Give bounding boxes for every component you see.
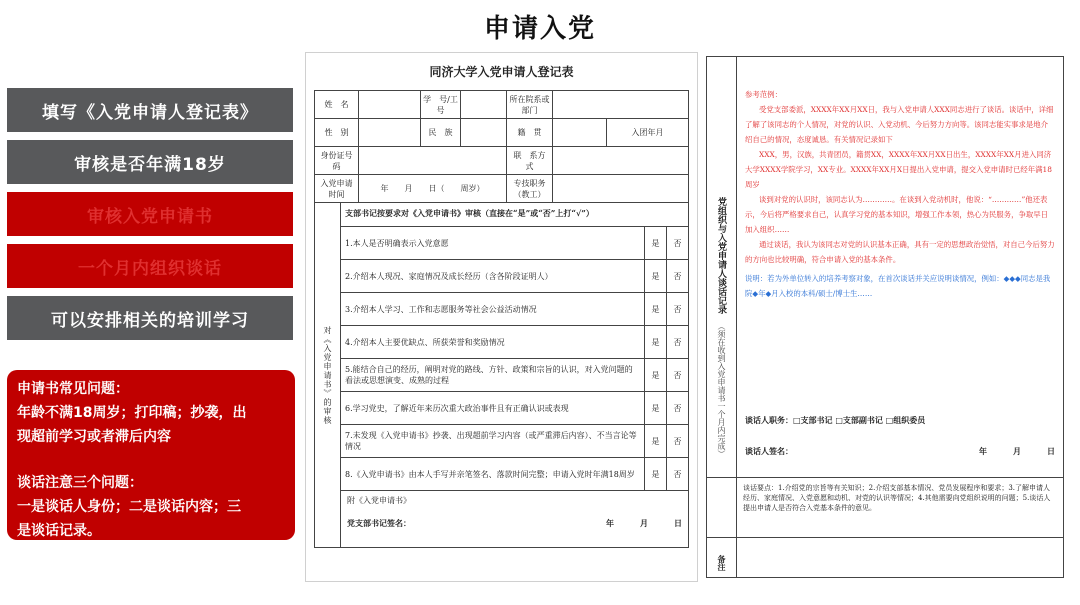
yes-box: 是 [644,458,666,490]
field-name [359,91,421,119]
form-title: 同济大学入党申请人登记表 [429,65,574,79]
step-review-application: 审核入党申请书 [7,192,293,236]
remark-field [737,537,1063,577]
interview-record-form [706,56,1064,578]
field-position [553,175,689,203]
step-fill-form: 填写《入党申请人登记表》 [7,88,293,132]
criterion-row [341,293,688,326]
no-box: 否 [666,326,688,358]
field-ethnicity [461,119,507,147]
note-line: 是谈话记录。 [17,523,101,539]
explanation-note: 说明：若为外单位转入的培养考察对象，在首次谈话并关应说明谈情况，例如：◆◆◆同志是我院◆年◆月入校的本科/硕士/博士生…… [745,274,1051,298]
remark-label: 备注 [717,555,726,571]
field-contact [553,147,689,175]
no-box: 否 [666,425,688,457]
criterion-row [341,458,688,491]
no-box: 否 [666,293,688,325]
signature-label: 党支部书记签名： [347,518,411,528]
review-header: 支部书记按要求对《入党申请书》审核（直接在“是”或“否”上打“√”） [341,203,688,227]
review-side-label: 对《入党申请书》的审核 [315,203,341,547]
label-league-date: 入团年月 [607,119,689,147]
criterion-row [341,359,688,392]
label-apply-time: 入党申请时间 [315,175,359,203]
field-student-id [461,91,507,119]
field-gender [359,119,421,147]
interviewer-role: 谈话人职务：□支部书记 □支部副书记 □组织委员 [745,415,926,425]
example-paragraph: 谈到对党的认识时，该同志认为…………。在谈到入党动机时，他说：“…………”他还表示，今后将严格要求自己，认真学习党的基本知识，增强工作本领，热心为民服务，争取早日加入组织…… [745,195,1049,234]
criterion-text: 6.学习党史，了解近年来历次重大政治事件且有正确认识或表现 [345,403,569,413]
yes-box: 是 [644,227,666,259]
interview-key-points: 谈话要点：1.介绍党的宗旨等有关知识；2.介绍支部基本情况、党员发展程序和要求；3.了解申请人经历、家庭情况、入党意愿和动机、对党的认识等情况；4.其他需要向党组织说明的问题；5.谈话人提出申请人是否符合入党基本条件的意见。 [737,477,1063,537]
criterion-text: 8.《入党申请书》由本人手写并亲笔签名、落款时间完整；申请入党时年满18周岁 [345,469,635,479]
field-dept [553,91,689,119]
field-id-number [359,147,507,175]
no-box: 否 [666,359,688,391]
label-dept: 所在院系或部门 [507,91,553,119]
label-ethnicity: 民 族 [421,119,461,147]
step-check-age: 审核是否年满18岁 [7,140,293,184]
field-origin [553,119,607,147]
criterion-row [341,260,688,293]
criterion-row [341,425,688,458]
no-box: 否 [666,458,688,490]
label-position: 专技职务（教工） [507,175,553,203]
criterion-text: 3.介绍本人学习、工作和志愿服务等社会公益活动情况 [345,304,537,314]
yes-box: 是 [644,293,666,325]
day-label: 日 [674,518,682,528]
review-section [314,203,689,548]
example-paragraph: 受党支部委派，XXXX年XX月XX日，我与入党申请人XXX同志进行了谈话。谈话中，详细了解了该同志的个人情况，对党的认识、入党动机、今后努力方向等。该同志能实事求是地介绍自己的情况，态度诚恳。有关情况记录如下 [745,105,1054,144]
criterion-text: 1.本人是否明确表示入党意愿 [345,238,449,248]
no-box: 否 [666,227,688,259]
label-student-id: 学 号/工 号 [421,91,461,119]
criterion-text: 4.介绍本人主要优缺点、所获荣誉和奖励情况 [345,337,505,347]
year-label: 年 [606,518,614,528]
attachment-note: 附《入党申请书》 [347,496,411,505]
record-side-label: 党组织与入党申请人谈话记录 [716,197,726,314]
criterion-row [341,326,688,359]
criterion-row [341,227,688,260]
record-body [737,57,1063,477]
label-origin: 籍 贯 [507,119,553,147]
criterion-text: 5.能结合自己的经历，阐明对党的路线、方针、政策和宗旨的认识，对入党问题的看法或思想演变、成熟的过程 [345,365,633,385]
yes-box: 是 [644,260,666,292]
notes-box [7,370,295,540]
example-paragraph: XXX，男，汉族，共青团员，籍贯XX，XXXX年XX月XX日出生，XXXX年XX月进入同济大学XXXX学院学习，XX专业。XXXX年XX月X日提出入党申请，提交入党申请时已经年满18周岁 [745,150,1052,189]
criterion-text: 2.介绍本人现况、家庭情况及成长经历（含各阶段证明人） [345,271,553,281]
note-heading-problems: 申请书常见问题： [17,381,129,397]
record-side-note: （须在收到入党申请书一个月内完成） [717,322,726,458]
step-interview: 一个月内组织谈话 [7,244,293,288]
yes-box: 是 [644,326,666,358]
note-line: 现超前学习或者滞后内容 [17,429,171,445]
label-contact: 联 系方 式 [507,147,553,175]
note-heading-interview: 谈话注意三个问题： [17,475,143,491]
month-label: 月 [1013,446,1021,456]
criterion-row [341,392,688,425]
label-gender: 性 别 [315,119,359,147]
day-label: 日 [1047,446,1055,456]
year-label: 年 [979,446,987,456]
yes-box: 是 [644,392,666,424]
label-id-number: 身份证号 码 [315,147,359,175]
registration-form [305,52,698,582]
yes-box: 是 [644,359,666,391]
applicant-info-table [314,90,689,203]
example-title: 参考范例： [745,90,782,99]
secretary-signature-row [341,510,688,537]
criterion-text: 7.未发现《入党申请书》抄袭、出现超前学习内容（或严重滞后内容）、不当言论等情况 [345,431,637,451]
no-box: 否 [666,260,688,292]
note-line: 一是谈话人身份；二是谈话内容；三 [17,499,241,515]
interviewer-signature-label: 谈话人签名： [745,446,793,456]
label-name: 姓 名 [315,91,359,119]
example-paragraph: 通过谈话，我认为该同志对党的认识基本正确，具有一定的思想政治觉悟，对自己今后努力的方向也比较明确，符合申请入党的基本条件。 [745,240,1055,264]
page-title: 申请入党 [483,14,596,44]
month-label: 月 [640,518,648,528]
no-box: 否 [666,392,688,424]
step-training: 可以安排相关的培训学习 [7,296,293,340]
yes-box: 是 [644,425,666,457]
note-line: 年龄不满18周岁；打印稿；抄袭，出 [17,405,247,421]
field-apply-date: 年 月 日（ 周岁） [359,175,507,203]
process-steps [7,88,293,348]
